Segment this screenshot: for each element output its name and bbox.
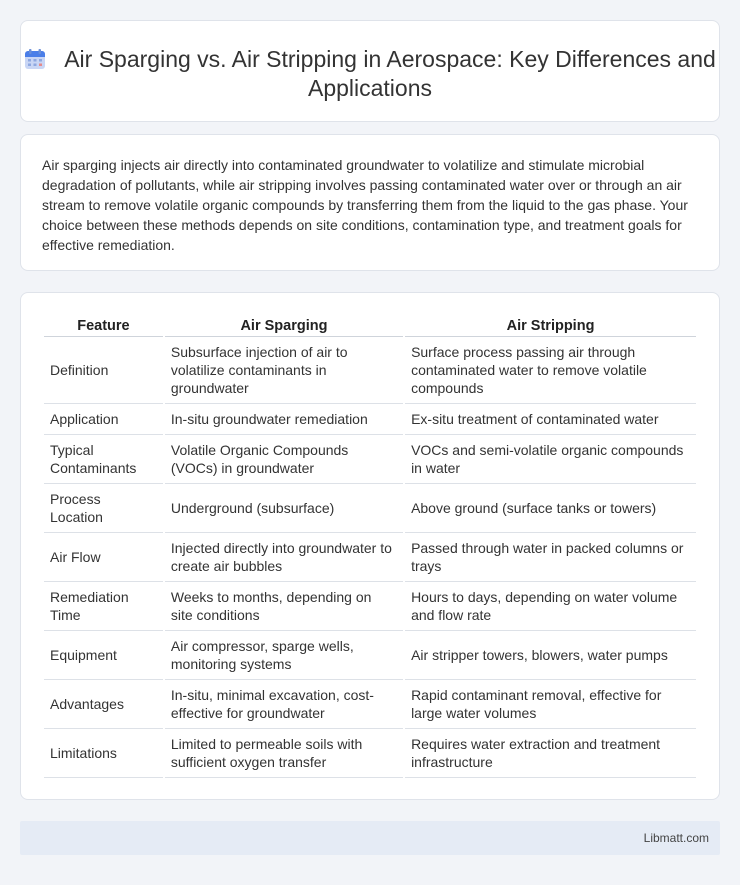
- row-feature: Process Location: [44, 484, 163, 533]
- row-air-stripping: Rapid contaminant removal, effective for large water volumes: [405, 680, 696, 729]
- row-air-stripping: Air stripper towers, blowers, water pumps: [405, 631, 696, 680]
- row-air-stripping: Requires water extraction and treatment infrastructure: [405, 729, 696, 778]
- row-feature: Limitations: [44, 729, 163, 778]
- row-air-stripping: Ex-situ treatment of contaminated water: [405, 404, 696, 435]
- row-feature: Application: [44, 404, 163, 435]
- row-feature: Air Flow: [44, 533, 163, 582]
- table-row: [44, 484, 696, 533]
- intro-card: [20, 134, 720, 271]
- row-air-sparging: Subsurface injection of air to volatilize contaminants in groundwater: [165, 337, 403, 404]
- row-air-sparging: In-situ groundwater remediation: [165, 404, 403, 435]
- row-air-stripping: Above ground (surface tanks or towers): [405, 484, 696, 533]
- page-title: Air Sparging vs. Air Stripping in Aerospace: Key Differences and Applications: [64, 46, 716, 101]
- table-header-row: [44, 315, 696, 337]
- row-feature: Definition: [44, 337, 163, 404]
- footer: [20, 821, 720, 855]
- comparison-table: [42, 315, 698, 778]
- row-air-stripping: Passed through water in packed columns or trays: [405, 533, 696, 582]
- table-row: [44, 337, 696, 404]
- comparison-card: [20, 292, 720, 800]
- row-feature: Advantages: [44, 680, 163, 729]
- header-air-sparging: Air Sparging: [165, 315, 403, 337]
- table-row: [44, 435, 696, 484]
- row-air-stripping: Surface process passing air through contaminated water to remove volatile compounds: [405, 337, 696, 404]
- header-air-stripping: Air Stripping: [405, 315, 696, 337]
- page-title-wrap: [21, 45, 719, 103]
- table-row: [44, 729, 696, 778]
- row-air-sparging: Injected directly into groundwater to create air bubbles: [165, 533, 403, 582]
- row-feature: Equipment: [44, 631, 163, 680]
- header-feature: Feature: [44, 315, 163, 337]
- title-card: [20, 20, 720, 122]
- table-row: [44, 533, 696, 582]
- row-air-stripping: Hours to days, depending on water volume and flow rate: [405, 582, 696, 631]
- table-row: [44, 404, 696, 435]
- row-air-sparging: Limited to permeable soils with sufficient oxygen transfer: [165, 729, 403, 778]
- row-feature: Typical Contaminants: [44, 435, 163, 484]
- row-feature: Remediation Time: [44, 582, 163, 631]
- row-air-sparging: Air compressor, sparge wells, monitoring systems: [165, 631, 403, 680]
- table-row: [44, 680, 696, 729]
- row-air-sparging: Volatile Organic Compounds (VOCs) in groundwater: [165, 435, 403, 484]
- table-row: [44, 582, 696, 631]
- intro-paragraph: Air sparging injects air directly into contaminated groundwater to volatilize and stimulate microbial degradation of pollutants, while air stripping involves passing contaminated water over or through an air stream to remove volatile organic compounds by transferring them from the liquid to the gas phase. Your choice between these methods depends on site conditions, contamination type, and treatment goals for effective remediation.: [42, 157, 688, 253]
- row-air-sparging: Underground (subsurface): [165, 484, 403, 533]
- calendar-icon: [24, 48, 46, 70]
- row-air-stripping: VOCs and semi-volatile organic compounds in water: [405, 435, 696, 484]
- row-air-sparging: Weeks to months, depending on site conditions: [165, 582, 403, 631]
- footer-brand-link[interactable]: Libmatt.com: [643, 831, 709, 845]
- row-air-sparging: In-situ, minimal excavation, cost-effective for groundwater: [165, 680, 403, 729]
- table-row: [44, 631, 696, 680]
